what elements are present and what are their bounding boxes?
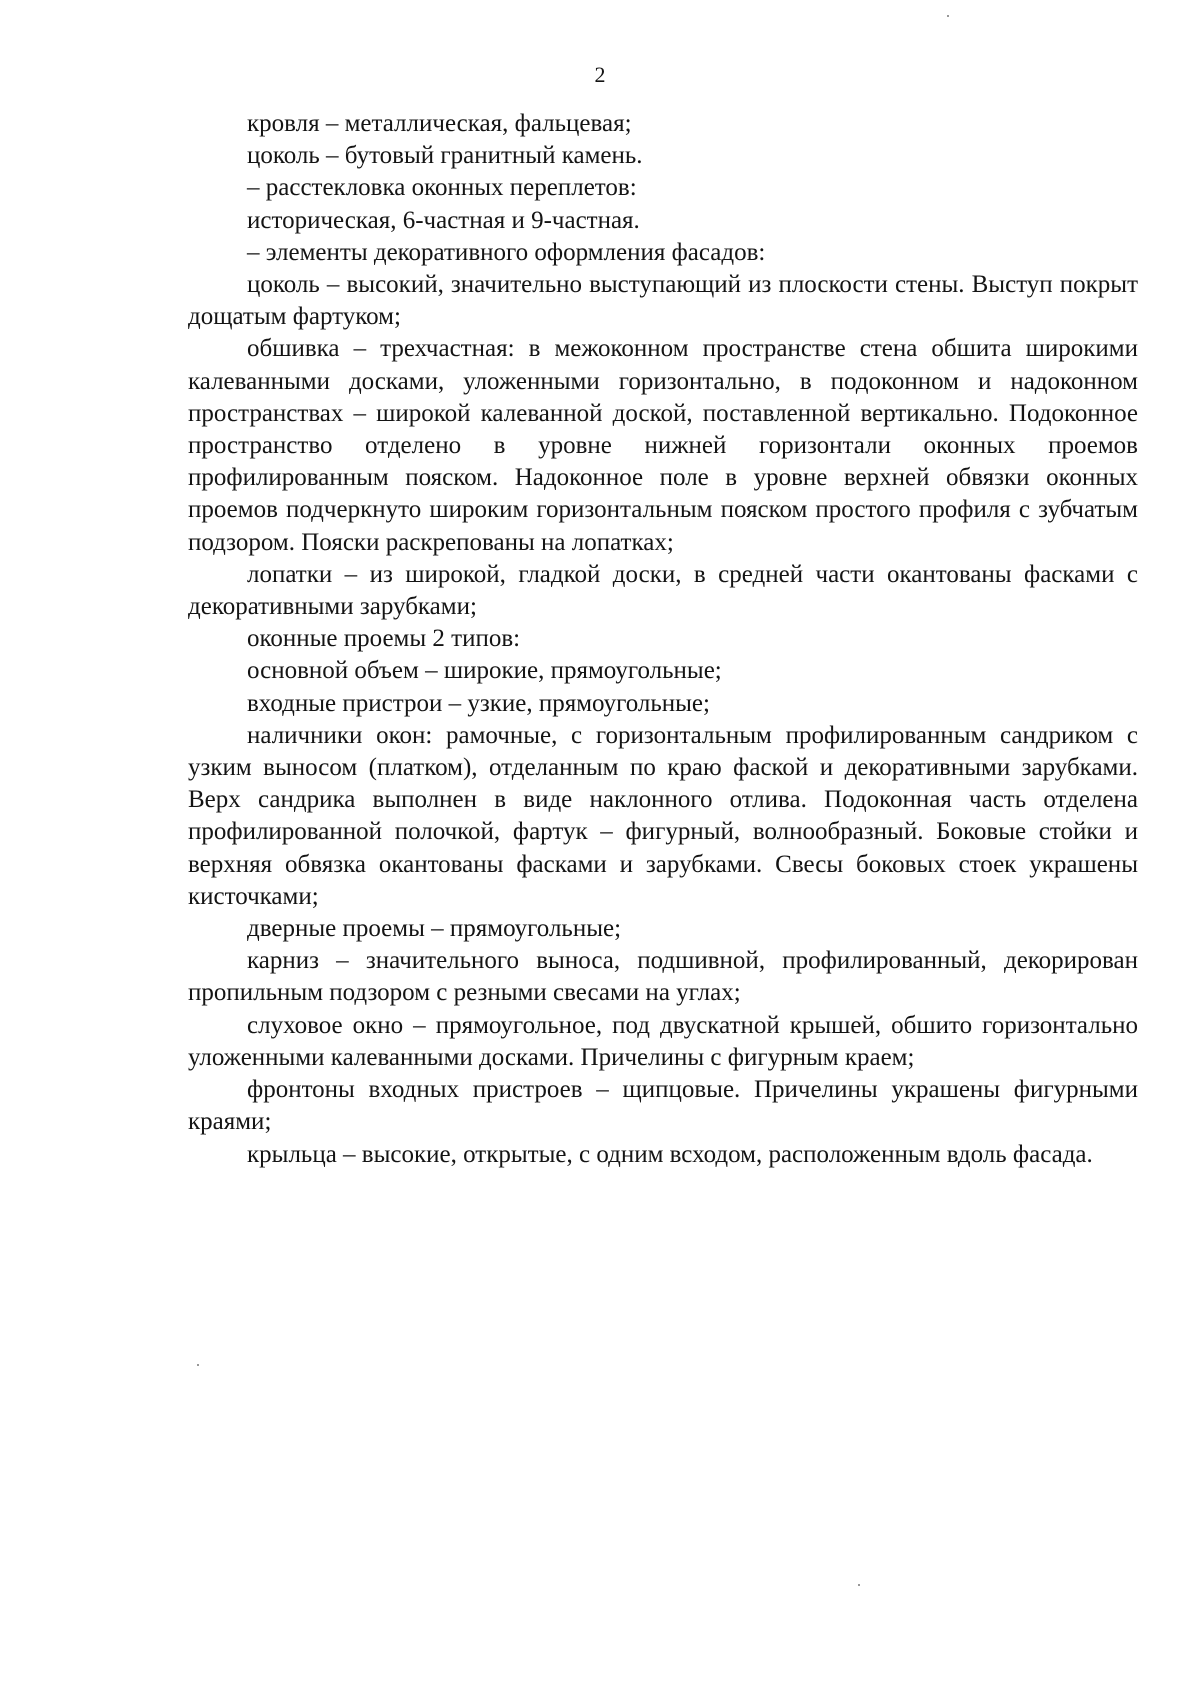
paragraph-window-types: оконные проемы 2 типов: bbox=[247, 625, 521, 653]
paragraph-decor-heading: – элементы декоративного оформления фасадов: bbox=[247, 238, 766, 266]
paragraph-plinth: цоколь – высокий, значительно выступающий из плоскости стены. Выступ покрыт дощатым фартуком; bbox=[188, 271, 1138, 331]
paragraph-glazing: историческая, 6-частная и 9-частная. bbox=[247, 206, 640, 234]
scan-speck bbox=[197, 1364, 199, 1366]
paragraph-pediments: фронтоны входных пристроев – щипцовые. Причелины украшены фигурными краями; bbox=[188, 1076, 1138, 1136]
paragraph-doors: дверные проемы – прямоугольные; bbox=[247, 915, 622, 943]
paragraph-pilasters: лопатки – из широкой, гладкой доски, в средней части окантованы фасками с декоративными зарубками; bbox=[188, 560, 1138, 621]
paragraph-glazing-heading: – расстекловка оконных переплетов: bbox=[247, 174, 637, 202]
scan-speck bbox=[947, 15, 949, 17]
paragraph-dormer: слуховое окно – прямоугольное, под двускатной крышей, обшито горизонтально уложенными калеванными досками. Причелины с фигурным краем; bbox=[188, 1011, 1138, 1071]
scan-speck bbox=[858, 1584, 860, 1586]
paragraph-plinth-material: цоколь – бутовый гранитный камень. bbox=[247, 142, 643, 170]
paragraph-entrance-annexes: входные пристрои – узкие, прямоугольные; bbox=[247, 689, 710, 717]
paragraph-window-frames: наличники окон: рамочные, с горизонтальным профилированным сандриком с узким выносом (платком), отделанным по краю фаской и декоративными зарубками. Верх сандрика выполнен в виде наклонного отлива. Подоконная часть отделена профилированной полочкой, фартук – фигурный, волнообразный. Боковые стойки и верхняя обвязка окантованы фасками и зарубками. Свесы боковых стоек украшены кисточками; bbox=[188, 721, 1138, 910]
paragraph-main-volume: основной объем – широкие, прямоугольные; bbox=[247, 657, 722, 685]
page-number: 2 bbox=[594, 62, 606, 87]
paragraph-porches: крыльца – высокие, открытые, с одним всходом, расположенным вдоль фасада. bbox=[247, 1140, 1093, 1168]
document-body bbox=[188, 108, 1138, 1171]
paragraph-cladding: обшивка – трехчастная: в межоконном пространстве стена обшита широкими калеванными досками, уложенными горизонтально, в подоконном и надоконном пространствах – широкой калеванной доской, поставленной вертикально. Подоконное пространство отделено в уровне нижней горизонтали оконных проемов профилированным пояском. Надоконное поле в уровне верхней обвязки оконных проемов подчеркнуто широким горизонтальным пояском простого профиля с зубчатым подзором. Пояски раскрепованы на лопатках; bbox=[188, 335, 1138, 556]
paragraph-roof: кровля – металлическая, фальцевая; bbox=[247, 110, 632, 137]
paragraph-cornice: карниз – значительного выноса, подшивной, профилированный, декорирован пропильным подзором с резными свесами на углах; bbox=[188, 947, 1138, 1007]
